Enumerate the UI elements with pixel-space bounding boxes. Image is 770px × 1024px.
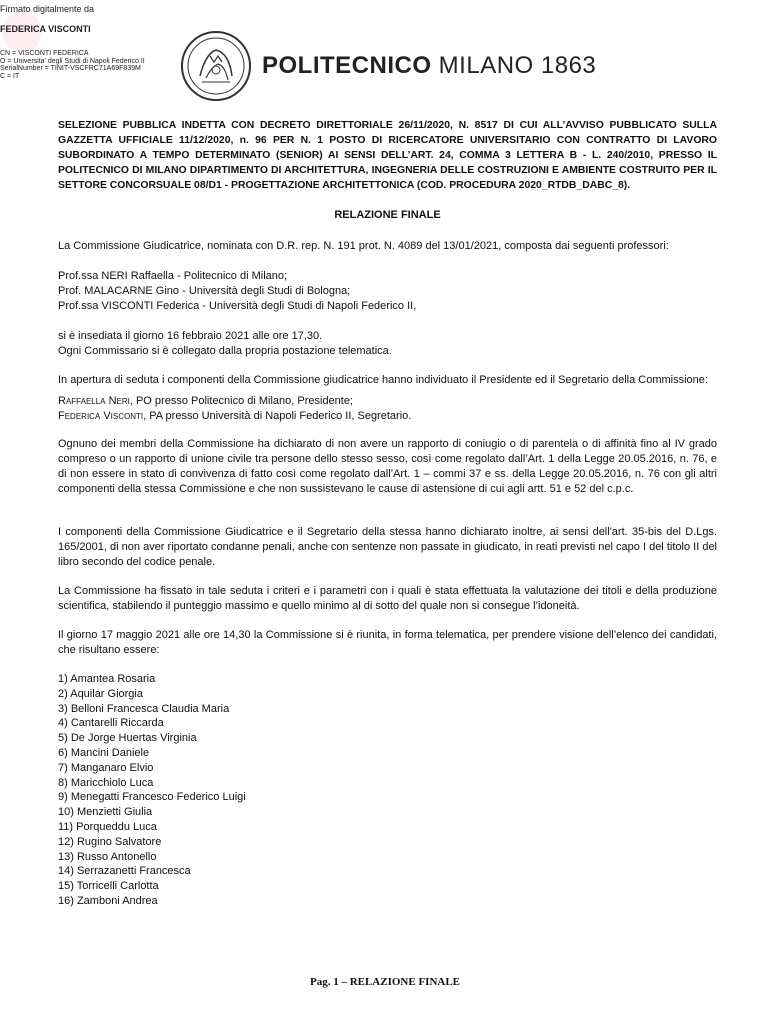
president-name: Raffaella Neri [58, 395, 130, 407]
signature-detail-line: CN = VISCONTI FEDERICA [0, 50, 89, 57]
signature-label: Firmato digitalmente da [0, 4, 95, 14]
signature-detail-line: SerialNumber = TINIT-VSCFRC71A69F839M [0, 65, 141, 72]
signature-name: FEDERICA VISCONTI [0, 24, 91, 34]
signature-detail-line: O = Universita' degli Studi di Napoli Federico II [0, 57, 145, 65]
declaration-paragraph: Ognuno dei membri della Commissione ha dichiarato di non avere un rapporto di coniugio o di parentela o di affinità fino al IV grado compreso o un rapporto di unione civile tra persone dello stesso sesso, così come regolato dall’Art. 1 della Legge 20.05.2016, n. 76, e di non essere in stato di convivenza di fatto così come regolato dall’Art. 1 – commi 37 e ss. della Legge 20.05.2016, n. 76 con gli altri componenti della stessa Commissione e che non sussistevano le cause di astensione di cui agli artt. 51 e 52 del c.p.c. [58, 438, 717, 495]
document-body [58, 118, 717, 909]
member-item: Prof. MALACARNE Gino - Università degli Studi di Bologna; [58, 285, 351, 297]
candidate-item: 3) Belloni Francesca Claudia Maria [58, 702, 230, 715]
candidate-item: 11) Porqueddu Luca [58, 820, 157, 833]
president-line [58, 394, 717, 409]
brand-name-bold: POLITECNICO [262, 52, 432, 79]
document-heading: SELEZIONE PUBBLICA INDETTA CON DECRETO DIRETTORIALE 26/11/2020, N. 8517 DI CUI ALL’AVVISO PUBBLICATO SULLA GAZZETTA UFFICIALE 11/12/2020, n. 96 PER N. 1 POSTO DI RICERCATORE UNIVERSITARIO CON CONTRATTO DI LAVORO SUBORDINATO A TEMPO DETERMINATO (SENIOR) AI SENSI DELL’ART. 24, COMMA 3 LETTERA B - L. 240/2010, PRESSO IL POLITECNICO DI MILANO DIPARTIMENTO DI ARCHITETTURA, INGEGNERIA DELLE COSTRUZIONI E AMBIENTE COSTRUITO PER IL SETTORE CONCORSUALE 08/D1 - PROGETTAZIONE ARCHITETTONICA (COD. PROCEDURA 2020_RTDB_DABC_8). [58, 120, 717, 191]
secretary-role: , PA presso Università di Napoli Federico II, Segretario. [143, 410, 412, 422]
brand-name [262, 52, 596, 80]
brand-name-rest: MILANO 1863 [431, 52, 597, 79]
meeting-paragraph: Il giorno 17 maggio 2021 alle ore 14,30 la Commissione si è riunita, in forma telematica, per prendere visione dell’elenco dei candidati, che risultano essere: [58, 629, 717, 656]
connected-paragraph: Ogni Commissario si è collegato dalla propria postazione telematica. [58, 345, 392, 357]
secretary-name: Federica Visconti [58, 410, 144, 422]
member-item: Prof.ssa NERI Raffaella - Politecnico di Milano; [58, 270, 288, 282]
candidate-item: 15) Torricelli Carlotta [58, 880, 159, 893]
candidate-item: 12) Rugino Salvatore [58, 835, 162, 848]
candidate-item: 9) Menegatti Francesco Federico Luigi [58, 791, 246, 804]
criteria-paragraph: La Commissione ha fissato in tale seduta i criteri e i parametri con i quali è stata effettuata la valutazione dei titoli e della produzione scientifica, stabilendo il punteggio massimo e quello minimo al di sotto del quale non si consegue l’idoneità. [58, 585, 717, 612]
secretary-line [58, 409, 717, 424]
member-item: Prof.ssa VISCONTI Federica - Università degli Studi di Napoli Federico II, [58, 300, 417, 312]
page-footer: Pag. 1 – RELAZIONE FINALE [309, 976, 461, 988]
candidate-item: 6) Mancini Daniele [58, 746, 150, 759]
signature-details [0, 50, 145, 80]
candidate-item: 5) De Jorge Huertas Virginia [58, 732, 197, 745]
candidate-item: 13) Russo Antonello [58, 850, 157, 863]
members-list [58, 269, 717, 314]
candidate-item: 16) Zamboni Andrea [58, 894, 158, 907]
candidate-item: 14) Serrazanetti Francesca [58, 865, 191, 878]
candidate-item: 10) Menzietti Giulia [58, 806, 153, 819]
candidate-item: 2) Aquilar Giorgia [58, 687, 143, 700]
politecnico-seal-icon [180, 30, 252, 102]
document-title: RELAZIONE FINALE [334, 209, 441, 221]
intro-paragraph: La Commissione Giudicatrice, nominata con D.R. rep. N. 191 prot. N. 4089 del 13/01/2021, composta dai seguenti professori: [58, 240, 669, 252]
penal-declaration-paragraph: I componenti della Commissione Giudicatrice e il Segretario della stessa hanno dichiarato inoltre, ai sensi dell'art. 35-bis del D.Lgs. 165/2001, di non aver riportato condanne penali, anche con sentenze non passate in giudicato, in reati previsti nel capo I del titolo II del libro secondo del codice penale. [58, 526, 717, 568]
candidate-item: 7) Manganaro Elvio [58, 761, 154, 774]
president-role: , PO presso Politecnico di Milano, Presidente; [129, 395, 354, 407]
opening-paragraph: In apertura di seduta i componenti della Commissione giudicatrice hanno individuato il Presidente ed il Segretario della Commissione: [58, 374, 708, 386]
candidate-item: 4) Cantarelli Riccarda [58, 717, 164, 730]
candidates-list [58, 672, 717, 909]
signature-detail-line: C = IT [0, 72, 20, 80]
politecnico-logo [180, 30, 596, 102]
candidate-item: 8) Maricchiolo Luca [58, 776, 154, 789]
candidate-item: 1) Amantea Rosaria [58, 673, 156, 685]
settled-paragraph: si è insediata il giorno 16 febbraio 2021 alle ore 17,30. [58, 330, 323, 342]
